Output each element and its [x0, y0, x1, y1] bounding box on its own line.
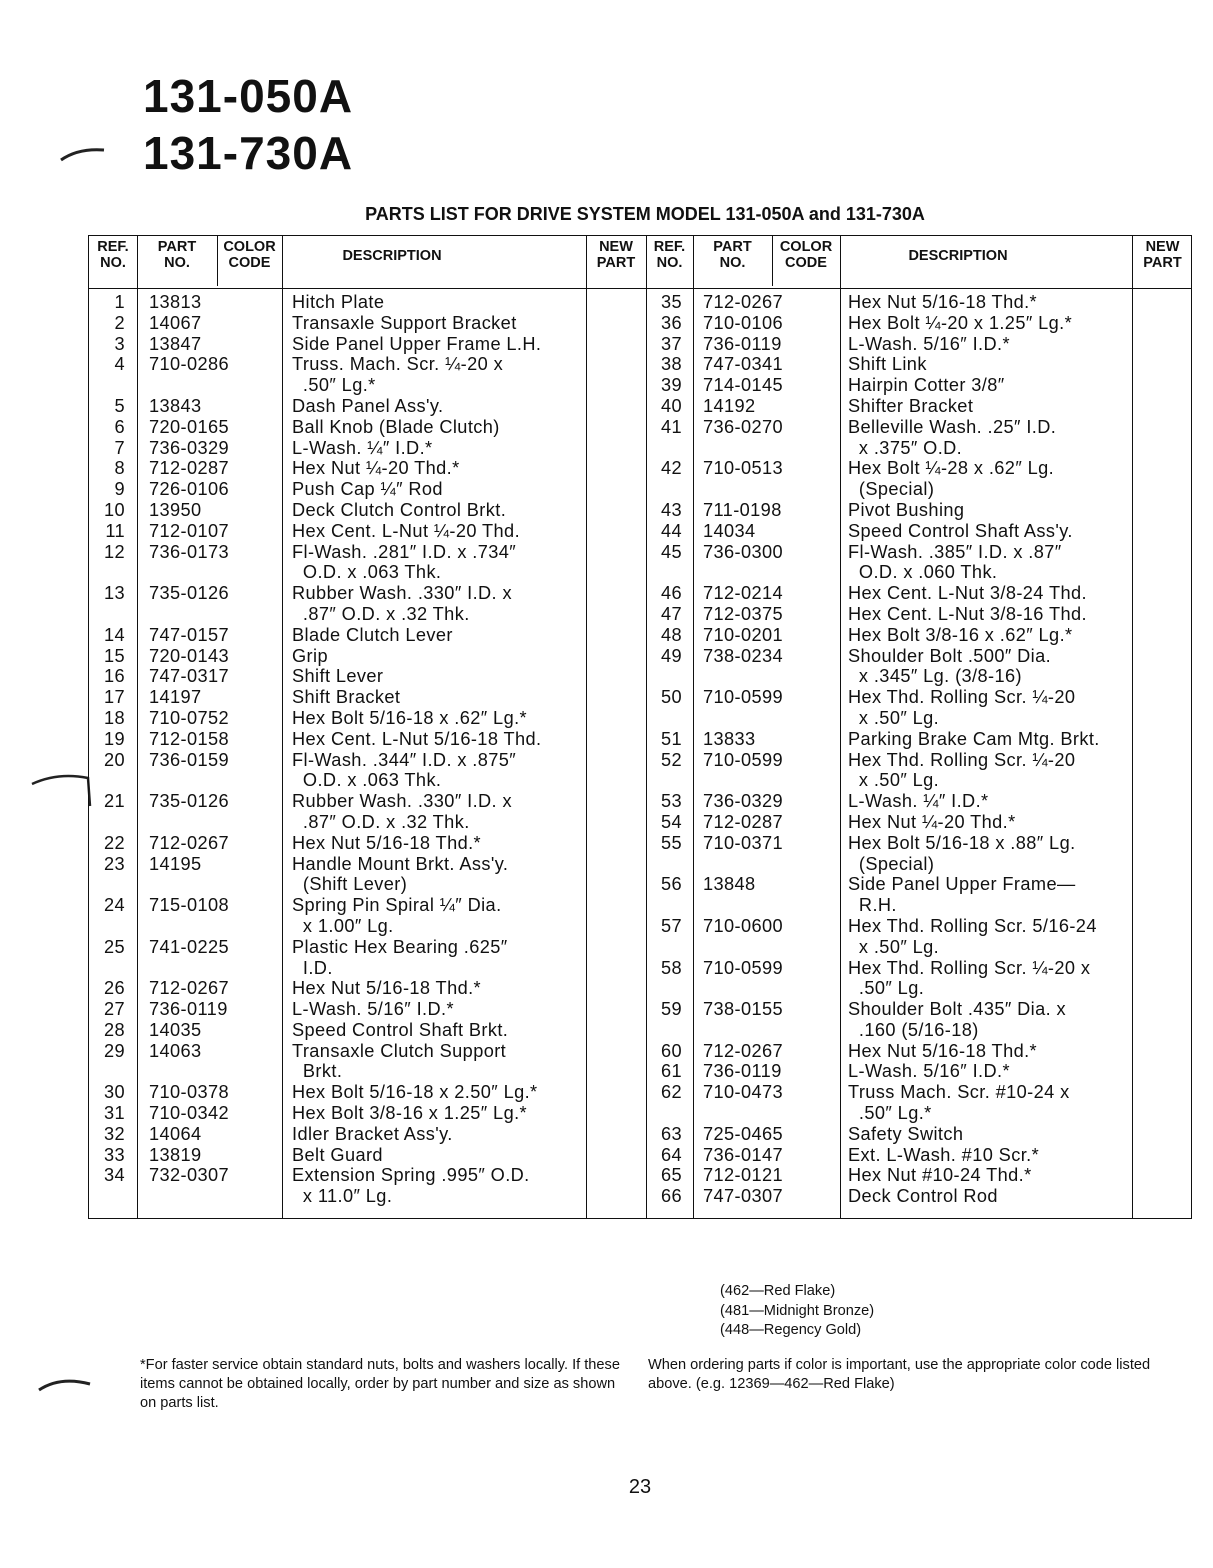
description-cell: L-Wash. 5/16″ I.D.*	[848, 1061, 1010, 1082]
part-number-cell: 725-0465	[703, 1123, 784, 1144]
part-number-cell: 13813	[149, 292, 202, 312]
part-number-cell: 726-0106	[149, 479, 230, 500]
ref-cell: 21	[103, 791, 125, 812]
part-number-cell: 710-0473	[703, 1082, 784, 1103]
part-number-cell: 710-0752	[149, 707, 230, 728]
description-cell: Hex Cent. L-Nut 3/8-24 Thd.	[848, 583, 1087, 604]
description-cell: Fl-Wash. .344″ I.D. x .875″	[292, 749, 517, 770]
table-row	[89, 750, 1191, 771]
part-number-cell: 736-0300	[703, 541, 784, 562]
page-number: 23	[628, 1476, 652, 1498]
description-cell: Hex Nut 5/16-18 Thd.*	[848, 292, 1038, 312]
description-cell: Hex Bolt ¼-28 x .62″ Lg.	[848, 458, 1055, 479]
ref-cell: 44	[660, 520, 682, 541]
part-number-cell: 13819	[149, 1144, 202, 1165]
part-number-cell: 14195	[149, 853, 202, 874]
table-row	[89, 895, 1191, 916]
description-cell: Speed Control Shaft Brkt.	[292, 1019, 509, 1040]
part-number-cell: 13833	[703, 728, 756, 749]
ref-cell: 25	[103, 936, 125, 957]
hardware-footnote: *For faster service obtain standard nuts, bolts and washers locally. If these items cannot be obtained locally, order by part number and size as shown on parts list.	[140, 1357, 620, 1411]
table-row	[89, 770, 1191, 791]
part-number-cell: 710-0286	[149, 354, 230, 375]
part-number-cell: 712-0107	[149, 520, 230, 541]
description-cell: O.D. x .063 Thk.	[292, 770, 442, 791]
table-row	[89, 292, 1191, 313]
header-description: DESCRIPTION	[342, 248, 442, 264]
ref-cell: 54	[660, 811, 682, 832]
color-code-legend	[720, 1282, 874, 1341]
part-number-cell: 747-0307	[703, 1186, 784, 1207]
description-cell: Transaxle Clutch Support	[292, 1040, 507, 1061]
ref-cell: 63	[660, 1123, 682, 1144]
part-number-cell: 736-0119	[703, 333, 782, 354]
part-number-cell: 747-0341	[703, 354, 784, 375]
ref-cell: 29	[103, 1040, 125, 1061]
part-number-cell: 712-0267	[703, 1040, 784, 1061]
ref-cell: 48	[660, 624, 682, 645]
ref-cell: 9	[114, 479, 125, 500]
ref-cell: 34	[103, 1165, 125, 1186]
description-cell: Hex Nut 5/16-18 Thd.*	[292, 832, 482, 853]
ref-cell: 18	[103, 707, 125, 728]
table-row	[89, 583, 1191, 604]
ref-cell: 32	[103, 1123, 125, 1144]
ref-cell: 15	[103, 645, 125, 666]
ref-cell: 4	[114, 354, 125, 375]
description-cell: Pivot Bushing	[848, 499, 965, 520]
description-cell: L-Wash. 5/16″ I.D.*	[848, 333, 1010, 354]
description-cell: Brkt.	[292, 1061, 343, 1082]
description-cell: Extension Spring .995″ O.D.	[292, 1165, 530, 1186]
table-row	[89, 874, 1191, 895]
ref-cell: 17	[103, 687, 125, 708]
ref-cell: 23	[103, 853, 125, 874]
ref-cell: 11	[105, 520, 125, 541]
description-cell: Truss Mach. Scr. #10-24 x	[848, 1082, 1070, 1103]
part-number-cell: 747-0157	[149, 624, 230, 645]
table-row	[89, 916, 1191, 937]
ref-cell: 22	[103, 832, 125, 853]
ref-cell: 26	[103, 978, 125, 999]
description-cell: Push Cap ¼″ Rod	[292, 479, 443, 500]
description-cell: .87″ O.D. x .32 Thk.	[292, 811, 470, 832]
part-number-cell: 712-0121	[703, 1165, 784, 1186]
description-cell: Side Panel Upper Frame L.H.	[292, 333, 542, 354]
description-cell: Parking Brake Cam Mtg. Brkt.	[848, 728, 1100, 749]
ref-cell: 5	[114, 395, 125, 416]
ref-cell: 50	[660, 687, 682, 708]
ref-cell: 66	[660, 1186, 682, 1207]
part-number-cell: 735-0126	[149, 791, 230, 812]
ref-cell: 64	[660, 1144, 682, 1165]
description-cell: O.D. x .063 Thk.	[292, 562, 442, 583]
part-number-cell: 741-0225	[149, 936, 230, 957]
description-cell: Shoulder Bolt .500″ Dia.	[848, 645, 1052, 666]
ref-cell: 20	[103, 749, 125, 770]
part-number-cell: 712-0287	[703, 811, 784, 832]
ref-cell: 52	[660, 749, 682, 770]
table-row	[89, 375, 1191, 396]
legend-item: (481—Midnight Bronze)	[720, 1302, 875, 1319]
part-number-cell: 710-0342	[149, 1103, 230, 1124]
description-cell: Hex Bolt 5/16-18 x .88″ Lg.	[848, 832, 1076, 853]
part-number-cell: 13848	[703, 874, 756, 895]
description-cell: Hex Thd. Rolling Scr. ¼-20	[848, 749, 1076, 770]
ref-cell: 13	[103, 583, 125, 604]
ref-cell: 8	[114, 458, 125, 479]
description-cell: Belleville Wash. .25″ I.D.	[848, 416, 1057, 437]
part-number-cell: 720-0143	[149, 645, 230, 666]
description-cell: Hex Cent. L-Nut ¼-20 Thd.	[292, 520, 521, 541]
legend-item: (462—Red Flake)	[720, 1283, 836, 1299]
ref-cell: 46	[660, 583, 682, 604]
description-cell: Hex Nut ¼-20 Thd.*	[292, 458, 460, 479]
ref-cell: 27	[103, 999, 125, 1020]
table-row	[89, 833, 1191, 854]
ref-cell: 39	[660, 375, 682, 396]
description-cell: Deck Clutch Control Brkt.	[292, 499, 507, 520]
description-cell: Fl-Wash. .281″ I.D. x .734″	[292, 541, 517, 562]
description-cell: Spring Pin Spiral ¼″ Dia.	[292, 895, 502, 916]
table-row	[89, 1186, 1191, 1207]
description-cell: Dash Panel Ass'y.	[292, 395, 444, 416]
description-cell: x 11.0″ Lg.	[292, 1186, 393, 1207]
model-title-1: 131-050A	[143, 70, 354, 122]
header-part-no: PART NO.	[157, 239, 197, 271]
table-row	[89, 1165, 1191, 1186]
table-row	[89, 521, 1191, 542]
ref-cell: 24	[103, 895, 125, 916]
part-number-cell: 715-0108	[149, 895, 230, 916]
part-number-cell: 710-0378	[149, 1082, 230, 1103]
part-number-cell: 747-0317	[149, 666, 230, 687]
ref-cell: 36	[660, 312, 682, 333]
table-row	[89, 958, 1191, 979]
ref-cell: 2	[114, 312, 125, 333]
part-number-cell: 14034	[703, 520, 756, 541]
part-number-cell: 712-0267	[149, 832, 230, 853]
part-number-cell: 738-0234	[703, 645, 784, 666]
table-row	[89, 1103, 1191, 1124]
description-cell: I.D.	[292, 957, 333, 978]
ref-cell: 51	[660, 728, 682, 749]
table-row	[89, 854, 1191, 875]
ref-cell: 53	[660, 791, 682, 812]
part-number-cell: 736-0329	[703, 791, 784, 812]
description-cell: Hex Cent. L-Nut 5/16-18 Thd.	[292, 728, 542, 749]
part-number-cell: 712-0267	[703, 292, 784, 312]
description-cell: Blade Clutch Lever	[292, 624, 453, 645]
description-cell: .87″ O.D. x .32 Thk.	[292, 603, 470, 624]
margin-mark	[35, 1370, 95, 1394]
ref-cell: 37	[660, 333, 682, 354]
table-row	[89, 396, 1191, 417]
header-color-code: COLOR CODE	[223, 239, 276, 271]
description-cell: Handle Mount Brkt. Ass'y.	[292, 853, 509, 874]
description-cell: Hex Bolt 3/8-16 x .62″ Lg.*	[848, 624, 1073, 645]
part-number-cell: 736-0270	[703, 416, 784, 437]
header-new-part: NEW PART	[596, 239, 636, 271]
table-row	[89, 708, 1191, 729]
part-number-cell: 736-0119	[149, 999, 228, 1020]
table-row	[89, 646, 1191, 667]
margin-mark	[58, 140, 108, 164]
description-cell: Ball Knob (Blade Clutch)	[292, 416, 500, 437]
part-number-cell: 710-0201	[703, 624, 784, 645]
description-cell: O.D. x .060 Thk.	[848, 562, 998, 583]
table-row	[89, 479, 1191, 500]
ref-cell: 30	[103, 1082, 125, 1103]
table-row	[89, 812, 1191, 833]
header-color-code: COLOR CODE	[779, 239, 833, 271]
header-new-part: NEW PART	[1143, 239, 1182, 271]
part-number-cell: 736-0329	[149, 437, 230, 458]
table-row	[89, 978, 1191, 999]
ref-cell: 59	[660, 999, 682, 1020]
ref-cell: 42	[660, 458, 682, 479]
ref-cell: 49	[660, 645, 682, 666]
part-number-cell: 736-0147	[703, 1144, 784, 1165]
table-row	[89, 1041, 1191, 1062]
ref-cell: 3	[114, 333, 125, 354]
description-cell: Hex Bolt ¼-20 x 1.25″ Lg.*	[848, 312, 1073, 333]
description-cell: .160 (5/16-18)	[848, 1019, 979, 1040]
description-cell: .50″ Lg.	[848, 978, 925, 999]
part-number-cell: 710-0513	[703, 458, 784, 479]
description-cell: (Shift Lever)	[292, 874, 408, 895]
table-row	[89, 666, 1191, 687]
part-number-cell: 14063	[149, 1040, 202, 1061]
header-rule	[89, 288, 1191, 289]
description-cell: x 1.00″ Lg.	[292, 915, 394, 936]
description-cell: x .50″ Lg.	[848, 936, 940, 957]
ref-cell: 14	[103, 624, 125, 645]
description-cell: R.H.	[848, 895, 897, 916]
description-cell: Hex Nut 5/16-18 Thd.*	[848, 1040, 1038, 1061]
parts-table	[88, 235, 1192, 1219]
ref-cell: 1	[114, 292, 125, 312]
table-row	[89, 1061, 1191, 1082]
ref-cell: 16	[103, 666, 125, 687]
table-row	[89, 1082, 1191, 1103]
table-row	[89, 604, 1191, 625]
table-row	[89, 334, 1191, 355]
ref-cell: 38	[660, 354, 682, 375]
ref-cell: 19	[103, 728, 125, 749]
description-cell: x .375″ O.D.	[848, 437, 963, 458]
table-row	[89, 458, 1191, 479]
ref-cell: 61	[660, 1061, 682, 1082]
description-cell: (Special)	[848, 479, 935, 500]
description-cell: x .50″ Lg.	[848, 707, 940, 728]
table-row	[89, 500, 1191, 521]
ref-cell: 28	[103, 1019, 125, 1040]
description-cell: x .345″ Lg. (3/8-16)	[848, 666, 1022, 687]
description-cell: Grip	[292, 645, 328, 666]
legend-item: (448—Regency Gold)	[720, 1322, 862, 1338]
description-cell: Shift Bracket	[292, 687, 401, 708]
description-cell: L-Wash. 5/16″ I.D.*	[292, 999, 454, 1020]
parts-rows-right	[89, 292, 1191, 1207]
description-cell: Idler Bracket Ass'y.	[292, 1123, 453, 1144]
description-cell: .50″ Lg.*	[848, 1103, 932, 1124]
part-number-cell: 736-0159	[149, 749, 230, 770]
header-part-no: PART NO.	[713, 239, 752, 271]
ref-cell: 6	[114, 416, 125, 437]
part-number-cell: 13950	[149, 499, 202, 520]
table-row	[89, 313, 1191, 334]
part-number-cell: 710-0599	[703, 687, 784, 708]
header-ref-no: REF. NO.	[97, 239, 129, 271]
part-number-cell: 736-0173	[149, 541, 230, 562]
description-cell: Shifter Bracket	[848, 395, 974, 416]
description-cell: Hex Nut #10-24 Thd.*	[848, 1165, 1032, 1186]
description-cell: Hex Nut ¼-20 Thd.*	[848, 811, 1016, 832]
part-number-cell: 738-0155	[703, 999, 784, 1020]
table-row	[89, 1124, 1191, 1145]
part-number-cell: 732-0307	[149, 1165, 230, 1186]
description-cell: Truss. Mach. Scr. ¼-20 x	[292, 354, 504, 375]
description-cell: Hex Thd. Rolling Scr. ¼-20 x	[848, 957, 1091, 978]
table-row	[89, 687, 1191, 708]
description-cell: Hitch Plate	[292, 292, 385, 312]
part-number-cell: 710-0371	[703, 832, 784, 853]
description-cell: Shoulder Bolt .435″ Dia. x	[848, 999, 1067, 1020]
description-cell: Rubber Wash. .330″ I.D. x	[292, 583, 512, 604]
description-cell: Hex Cent. L-Nut 3/8-16 Thd.	[848, 603, 1087, 624]
table-row	[89, 1145, 1191, 1166]
description-cell: Hex Thd. Rolling Scr. 5/16-24	[848, 915, 1097, 936]
ref-cell: 65	[660, 1165, 682, 1186]
ref-cell: 47	[660, 603, 682, 624]
header-ref-no: REF. NO.	[653, 239, 686, 271]
ref-cell: 45	[660, 541, 682, 562]
ref-cell: 43	[660, 499, 682, 520]
part-number-cell: 711-0198	[703, 499, 782, 520]
part-number-cell: 14192	[703, 395, 756, 416]
ref-cell: 56	[660, 874, 682, 895]
table-row	[89, 625, 1191, 646]
description-cell: .50″ Lg.*	[292, 375, 376, 396]
table-row	[89, 937, 1191, 958]
description-cell: Fl-Wash. .385″ I.D. x .87″	[848, 541, 1062, 562]
ref-cell: 31	[103, 1103, 125, 1124]
description-cell: Hex Thd. Rolling Scr. ¼-20	[848, 687, 1076, 708]
ref-cell: 60	[660, 1040, 682, 1061]
table-row	[89, 542, 1191, 563]
description-cell: Deck Control Rod	[848, 1186, 998, 1207]
part-number-cell: 14067	[149, 312, 202, 333]
ref-cell: 35	[660, 292, 682, 312]
color-ordering-note: When ordering parts if color is important, use the appropriate color code listed above. (e.g. 12369—462—Red Flake)	[648, 1357, 1151, 1392]
description-cell: (Special)	[848, 853, 935, 874]
table-row	[89, 791, 1191, 812]
ref-cell: 12	[103, 541, 125, 562]
part-number-cell: 720-0165	[149, 416, 230, 437]
table-row	[89, 438, 1191, 459]
table-row	[89, 999, 1191, 1020]
description-cell: Plastic Hex Bearing .625″	[292, 936, 508, 957]
part-number-cell: 710-0599	[703, 749, 784, 770]
part-number-cell: 14035	[149, 1019, 202, 1040]
description-cell: Shift Link	[848, 354, 927, 375]
ref-cell: 57	[660, 915, 682, 936]
part-number-cell: 710-0106	[703, 312, 784, 333]
part-number-cell: 712-0267	[149, 978, 230, 999]
part-number-cell: 710-0599	[703, 957, 784, 978]
description-cell: Hex Bolt 3/8-16 x 1.25″ Lg.*	[292, 1103, 528, 1124]
table-row	[89, 729, 1191, 750]
description-cell: Safety Switch	[848, 1123, 964, 1144]
model-title-2: 131-730A	[143, 127, 354, 179]
description-cell: Speed Control Shaft Ass'y.	[848, 520, 1073, 541]
ref-cell: 40	[660, 395, 682, 416]
part-number-cell: 735-0126	[149, 583, 230, 604]
ref-cell: 33	[103, 1144, 125, 1165]
ref-cell: 10	[103, 499, 125, 520]
description-cell: Rubber Wash. .330″ I.D. x	[292, 791, 512, 812]
table-row	[89, 417, 1191, 438]
description-cell: Ext. L-Wash. #10 Scr.*	[848, 1144, 1040, 1165]
part-number-cell: 712-0375	[703, 603, 784, 624]
ref-cell: 58	[660, 957, 682, 978]
description-cell: x .50″ Lg.	[848, 770, 940, 791]
description-cell: L-Wash. ¼″ I.D.*	[292, 437, 433, 458]
part-number-cell: 13843	[149, 395, 202, 416]
part-number-cell: 712-0158	[149, 728, 230, 749]
description-cell: Hex Nut 5/16-18 Thd.*	[292, 978, 482, 999]
table-row	[89, 562, 1191, 583]
ref-cell: 55	[660, 832, 682, 853]
part-number-cell: 712-0287	[149, 458, 230, 479]
part-number-cell: 14064	[149, 1123, 202, 1144]
part-number-cell: 13847	[149, 333, 202, 354]
description-cell: Side Panel Upper Frame—	[848, 874, 1076, 895]
part-number-cell: 712-0214	[703, 583, 784, 604]
ref-cell: 62	[660, 1082, 682, 1103]
description-cell: L-Wash. ¼″ I.D.*	[848, 791, 989, 812]
description-cell: Belt Guard	[292, 1144, 383, 1165]
header-description: DESCRIPTION	[908, 248, 1008, 264]
description-cell: Transaxle Support Bracket	[292, 312, 517, 333]
description-cell: Hex Bolt 5/16-18 x .62″ Lg.*	[292, 707, 528, 728]
description-cell: Hex Bolt 5/16-18 x 2.50″ Lg.*	[292, 1082, 538, 1103]
table-row	[89, 1020, 1191, 1041]
parts-list-heading: PARTS LIST FOR DRIVE SYSTEM MODEL 131-050A and 131-730A	[365, 204, 925, 224]
part-number-cell: 714-0145	[703, 375, 784, 396]
description-cell: Shift Lever	[292, 666, 384, 687]
part-number-cell: 710-0600	[703, 915, 784, 936]
part-number-cell: 14197	[149, 687, 202, 708]
part-number-cell: 736-0119	[703, 1061, 782, 1082]
table-row	[89, 354, 1191, 375]
ref-cell: 7	[114, 437, 125, 458]
description-cell: Hairpin Cotter 3/8″	[848, 375, 1005, 396]
ref-cell: 41	[660, 416, 682, 437]
